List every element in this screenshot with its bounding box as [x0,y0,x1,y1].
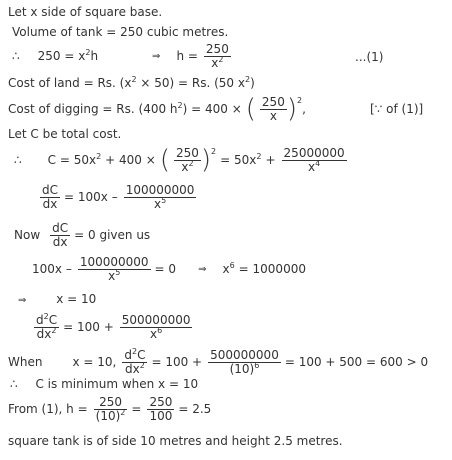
line-cost-of-land: Cost of land = Rs. $(x^2 \times 50) = Rs$. (50 $x^2$) [8,75,255,90]
line-conclusion: square tank is of side 10 metres and height 2.5 metres. [8,434,343,448]
fraction-dc-dx: $\frac{dC}{dx}$ [52,220,69,249]
fraction-dc-dx: $\frac{dC}{dx}$ [42,182,58,211]
implies-symbol: ⇒ [152,50,161,62]
equation-tag-1: ...(1) [355,50,384,64]
fraction-500000000-over-x6: $\frac{500000000}{x^6}$ [121,312,191,341]
fraction-25000000-over-x4: $\frac{25000000}{x^4}$ [283,145,345,174]
fraction-250-over-x2: $\frac{250}{x^2}$ [205,41,229,70]
line-cost-of-digging: Cost of digging = Rs. (400 $h^2) = 400$ × ( 250 x ) $^2$ , [8,94,306,124]
therefore-symbol: ∴ [14,153,22,167]
line-total-cost: ∴ $C = 50x^2$ + 400 × ( 250 $x^2$ ) $^2$ = $50x^2$ + $\frac{25000000}{x^4}$ [14,145,345,175]
implies-symbol: ⇒ [198,263,207,275]
line-let-c: Let C be total cost. [8,127,122,141]
equation-reference: [∵ of (1)] [370,102,424,116]
line-from-1: From (1), h = $\frac{250}{(10)^2}$ = $\frac{250}{100}$ = 2.5 [8,394,212,423]
fraction-100000000-over-x5: $\frac{100000000}{x^5}$ [79,254,149,283]
line-when-x-10: When x = 10, $\frac{d^2C}{dx^2}$ = 100 + $\frac{500000000}{(10)^6}$ = 100 + 500 = 600 > 0 [8,346,429,376]
therefore-symbol: ∴ [12,49,20,63]
line-derivative: $\frac{dC}{dx}$ = 100x – 100000000 $x^5$ [42,182,195,211]
fraction-250-over-10-2: $\frac{250}{(10)^2}$ [95,394,126,423]
line-volume [12,25,228,39]
line-c-minimum: ∴ C is minimum when x = 10 [10,377,199,391]
eq1-lhs: $250 = x^2h$ [37,48,99,63]
line-x-equals-10: ⇒ x = 10 [18,292,97,306]
text-let-x: Let x side of square base. [8,5,163,19]
line-second-derivative: $\frac{d^2C}{dx^2}$ = 100 + $\frac{500000000}{x^6}$ [36,311,191,341]
fraction-250-over-100: $\frac{250}{100}$ [149,394,173,423]
fraction-d2c-dx2: $\frac{d^2C}{dx^2}$ [36,311,58,341]
line-eq-1 [12,40,235,72]
text-volume: Volume of tank = 250 cubic metres. [12,25,229,39]
eq1-h: h = [176,49,198,63]
fraction-500000000-over-10-6: $\frac{500000000}{(10)^6}$ [210,347,279,376]
line-solve: 100x – $\frac{100000000}{x^5}$ = 0 ⇒ $x^6$ = 1000000 [32,254,306,283]
line-now: Now $\frac{dC}{dx}$ = 0 given us [14,220,151,249]
fraction-250-over-x: 250 x [261,94,285,123]
therefore-symbol: ∴ [10,377,18,391]
implies-symbol: ⇒ [18,295,27,306]
line-let-x-side [8,5,162,19]
fraction-250-over-x2: 250 $x^2$ [175,145,199,174]
fraction-100000000-over-x5: 100000000 $x^5$ [125,182,195,211]
fraction-d2c-dx2: $\frac{d^2C}{dx^2}$ [124,346,146,376]
